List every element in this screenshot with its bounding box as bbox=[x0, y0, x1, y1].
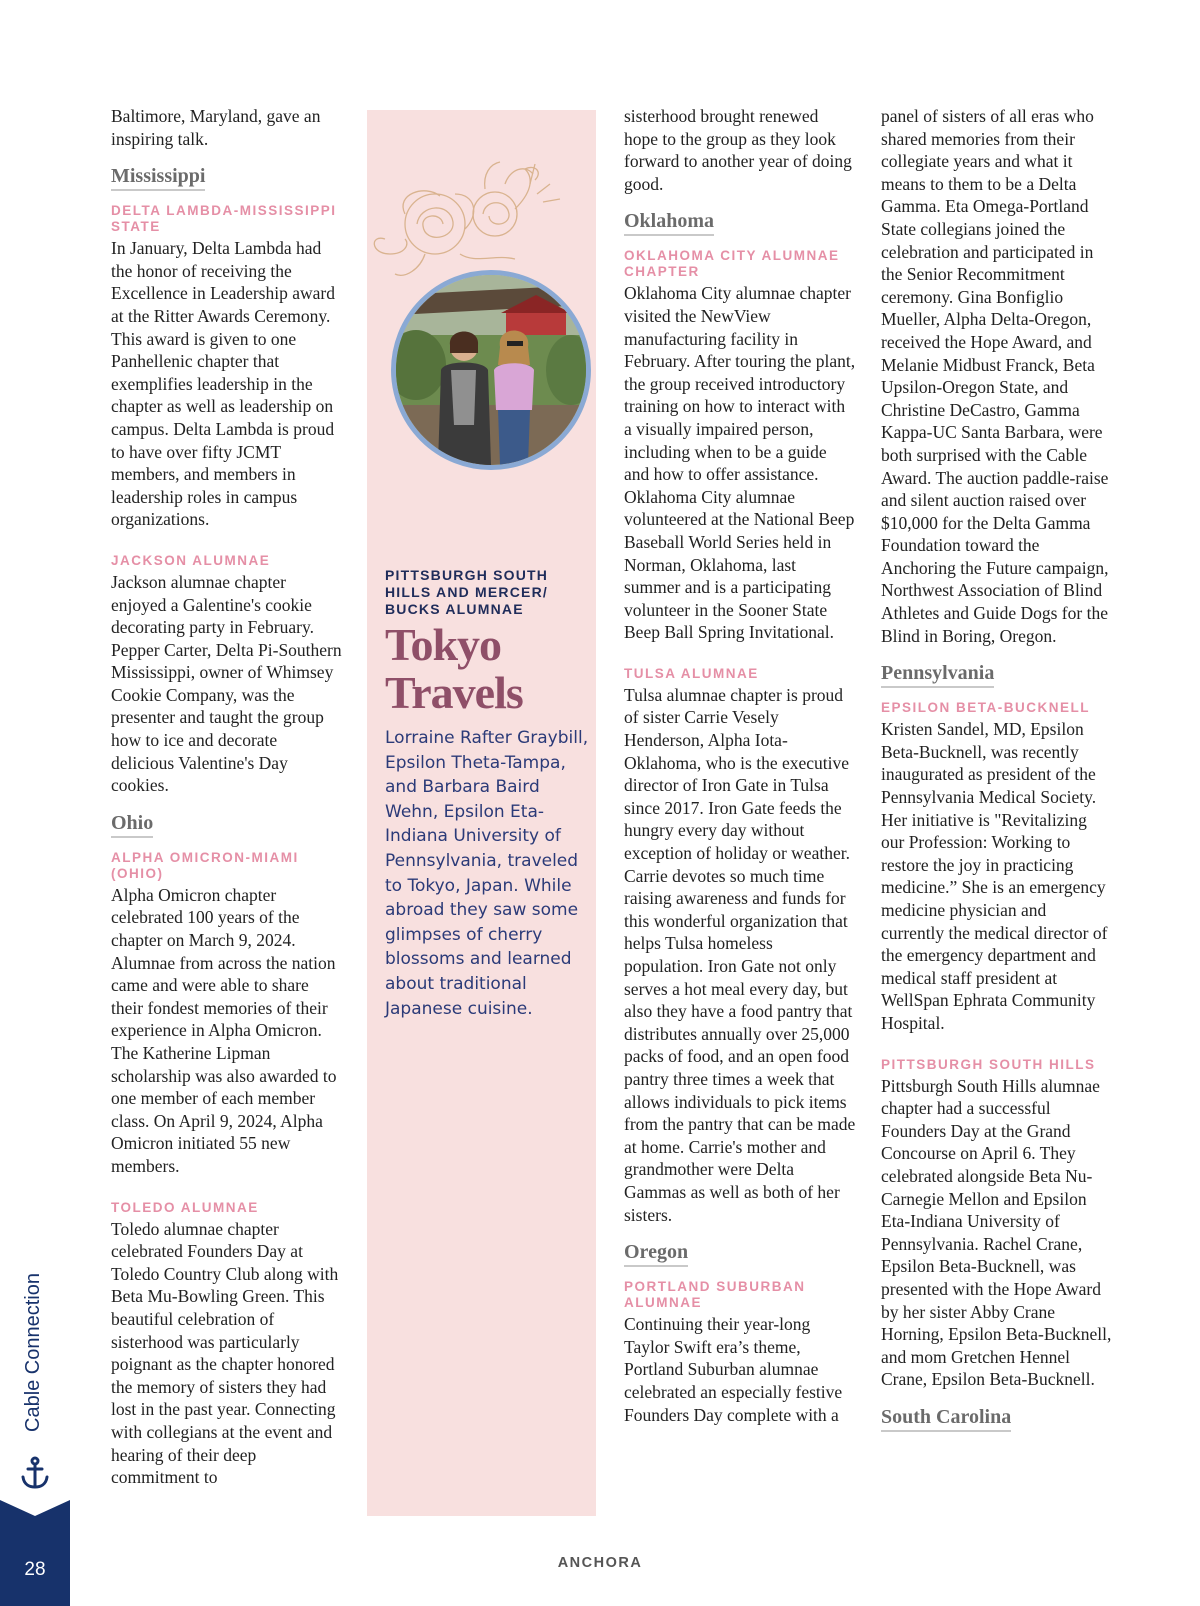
article-portland: Continuing their year-long Taylor Swift era’s theme, Portland Suburban alumnae celebrated an especially festive Founders Day complete with a bbox=[624, 1314, 843, 1425]
sidebar-feature bbox=[367, 110, 596, 1516]
chapter-heading-portland: PORTLAND SUBURBAN ALUMNAE bbox=[624, 1279, 806, 1311]
state-heading-ohio: Ohio bbox=[111, 812, 153, 838]
col3-intro: sisterhood brought renewed hope to the group as they look forward to another year of doing good. bbox=[624, 106, 852, 194]
state-heading-oregon: Oregon bbox=[624, 1241, 688, 1267]
article-toledo: Toledo alumnae chapter celebrated Founders Day at Toledo Country Club along with Beta Mu-Bowling Green. This beautiful celebration of sisterhood was particularly poignant as the chapter honored the memory of sisters they had lost in the past year. Connecting with collegians at the event and hearing of their deep commitment to bbox=[111, 1218, 339, 1488]
photo-image bbox=[396, 275, 586, 465]
page-number: 28 bbox=[24, 1559, 46, 1580]
sidebar-title: Tokyo Travels bbox=[385, 619, 523, 718]
article-oklahoma-city: Oklahoma City alumnae chapter visited the NewView manufacturing facility in February. After touring the plant, the group received introductory training on how to interact with a visually impaired person, including when to be a guide and how to offer assistance. Oklahoma City alumnae volunteered at the National Beep Baseball World Series held in Norman, Oklahoma, last summer and is a participating volunteer in the Sooner State Beep Ball Spring Invitational. bbox=[624, 283, 856, 643]
state-heading-south-carolina: South Carolina bbox=[881, 1406, 1011, 1432]
chapter-heading-alpha-omicron: ALPHA OMICRON-MIAMI (OHIO) bbox=[111, 849, 299, 881]
article-tulsa: Tulsa alumnae chapter is proud of sister Carrie Vesely Henderson, Alpha Iota-Oklahoma, who is the executive director of Iron Gate in Tulsa since 2017. Iron Gate feeds the hungry every day without exception of holiday or weather. Carrie devotes so much time raising awareness and funds for this wonderful organization that helps Tulsa homeless population. Iron Gate not only serves a hot meal every day, but also they have a food pantry that distributes annually over 25,000 packs of food, and an open food pantry three times a week that allows individuals to pick items from the pantry that can be made at home. Carrie's mother and grandmother were Delta Gammas as well as both of her sisters. bbox=[624, 684, 856, 1225]
col4-intro: panel of sisters of all eras who shared memories from their collegiate years and what it means to them to be a Delta Gamma. Eta Omega-Portland State collegians joined the celebration and participated in the Senior Recommitment ceremony. Gina Bonfiglio Mueller, Alpha Delta-Oregon, received the Hope Award, and Melanie Midbust Franck, Beta Upsilon-Oregon State, and Christine DeCastro, Gamma Kappa-UC Santa Barbara, were both surprised with the Cable Award. The auction paddle-raise and silent auction raised over $10,000 for the Delta Gamma Foundation toward the Anchoring the Future campaign, Northwest Association of Blind Athletes and Guide Dogs for the Blind in Boring, Oregon. bbox=[881, 106, 1109, 646]
sidebar-kicker: PITTSBURGH SOUTH HILLS AND MERCER/ BUCKS ALUMNAE bbox=[385, 567, 549, 617]
section-title: Cable Connection bbox=[22, 1273, 44, 1432]
chapter-heading-tulsa: TULSA ALUMNAE bbox=[624, 665, 759, 681]
col1-intro: Baltimore, Maryland, gave an inspiring talk. bbox=[111, 106, 321, 149]
publication-name: ANCHORA bbox=[557, 1555, 643, 1571]
chapter-heading-pittsburgh-south-hills: PITTSBURGH SOUTH HILLS bbox=[881, 1056, 1096, 1072]
article-epsilon-beta: Kristen Sandel, MD, Epsilon Beta-Bucknell, was recently inaugurated as president of the Pennsylvania Medical Society. Her initiative is "Revitalizing our Profession: Working to restore the joy in practicing medicine.” She is an emergency medicine physician and currently the medical director of the emergency department and medical staff president at WellSpan Ephrata Community Hospital. bbox=[881, 719, 1108, 1033]
photo-group bbox=[379, 270, 589, 480]
chapter-heading-epsilon-beta: EPSILON BETA-BUCKNELL bbox=[881, 700, 1090, 716]
page-tab bbox=[0, 1500, 70, 1606]
article-jackson: Jackson alumnae chapter enjoyed a Galentine's cookie decorating party in February. Pepper Carter, Delta Pi-Southern Mississippi, owner of Whimsey Cookie Company, was the presenter and taught the group how to ice and decorate delicious Valentine's Day cookies. bbox=[111, 571, 342, 796]
state-heading-oklahoma: Oklahoma bbox=[624, 210, 714, 236]
article-alpha-omicron: Alpha Omicron chapter celebrated 100 years of the chapter on March 9, 2024. Alumnae from across the nation came and were able to share their fondest memories of their experience in Alpha Omicron. The Katherine Lipman scholarship was also awarded to one member of each member class. On April 9, 2024, Alpha Omicron initiated 55 new members. bbox=[111, 884, 337, 1176]
chapter-heading-jackson: JACKSON ALUMNAE bbox=[111, 552, 271, 568]
chapter-heading-oklahoma-city: OKLAHOMA CITY ALUMNAE CHAPTER bbox=[624, 248, 840, 280]
chapter-heading-delta-lambda: DELTA LAMBDA-MISSISSIPPI STATE bbox=[111, 203, 337, 235]
article-pittsburgh-south-hills: Pittsburgh South Hills alumnae chapter had a successful Founders Day at the Grand Concourse on April 6. They celebrated alongside Beta Nu-Carnegie Mellon and Epsilon Eta-Indiana University of Pennsylvania. Rachel Crane, Epsilon Beta-Bucknell, was presented with the Hope Award by her sister Abby Crane Horning, Epsilon Beta-Bucknell, and mom Gretchen Hennel Crane, Epsilon Beta-Bucknell. bbox=[881, 1075, 1112, 1390]
chapter-heading-toledo: TOLEDO ALUMNAE bbox=[111, 1199, 259, 1215]
state-heading-pennsylvania: Pennsylvania bbox=[881, 662, 994, 688]
column-4 bbox=[881, 105, 1113, 1444]
travel-photo bbox=[391, 270, 591, 470]
column-1 bbox=[111, 105, 343, 1489]
sidebar-body: Lorraine Rafter Graybill, Epsilon Theta-Tampa, and Barbara Baird Wehn, Epsilon Eta-Indiana University of Pennsylvania, traveled to Tokyo, Japan. While abroad they saw some glimpses of cherry blossoms and learned about traditional Japanese cuisine. bbox=[385, 728, 589, 1019]
article-delta-lambda: In January, Delta Lambda had the honor of receiving the Excellence in Leadership award at the Ritter Awards Ceremony. This award is given to one Panhellenic chapter that exemplifies leadership in the chapter as well as leadership on campus. Delta Lambda is proud to have over fifty JCMT members, and members in leadership roles in campus organizations. bbox=[111, 238, 335, 530]
anchor-icon bbox=[18, 1456, 52, 1490]
state-heading-mississippi: Mississippi bbox=[111, 165, 205, 191]
column-3 bbox=[624, 105, 856, 1426]
